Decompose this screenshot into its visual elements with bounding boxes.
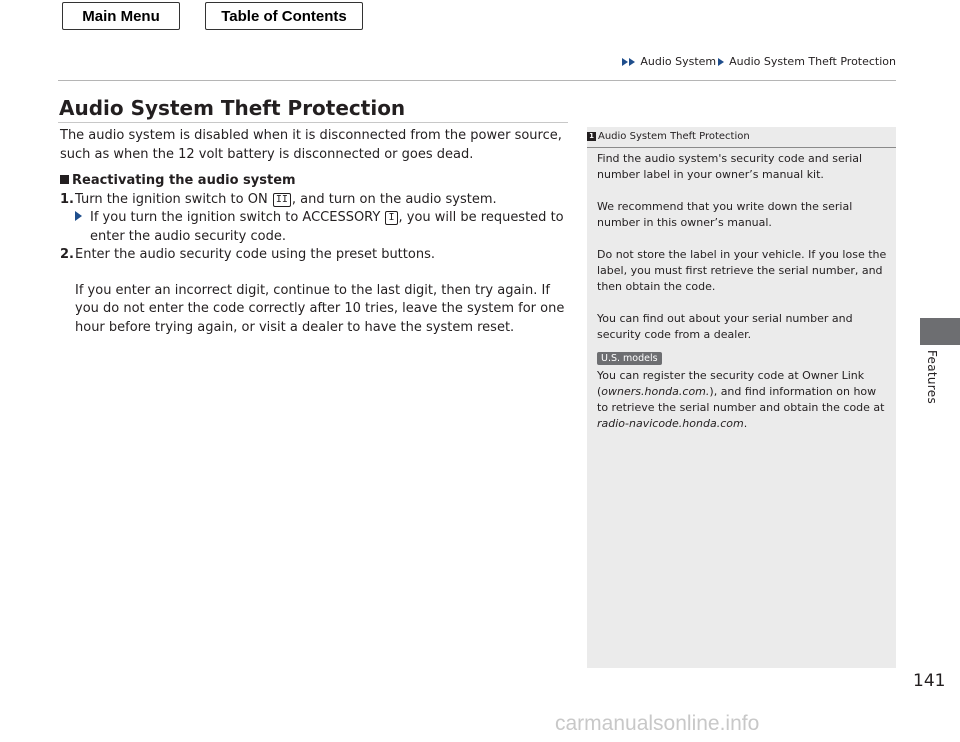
ignition-key-icon: I [385,211,397,225]
arrow-icon [75,211,82,221]
subheading: Reactivating the audio system [60,172,575,191]
region-badge: U.S. models [597,352,662,365]
sidebar-note [587,127,896,668]
step-1-note: If you turn the ignition switch to ACCESSORY I , you will be requested to enter the audio security code. [60,209,575,246]
sidebar-paragraph: Do not store the label in your vehicle. If you lose the label, you must first retrieve the serial number, and then obtain the code. [597,248,887,293]
intro-paragraph: The audio system is disabled when it is disconnected from the power source, such as when the 12 volt battery is disconnected or goes dead. [60,128,562,162]
step-2-note: If you enter an incorrect digit, continue to the last digit, then try again. If you do not enter the code correctly after 10 tries, leave the system for one hour before trying again, or visit a dealer to have the system reset. [75,282,565,335]
section-tab[interactable] [920,318,960,345]
title-divider [58,122,568,123]
radio-code-link[interactable]: radio-navicode.honda.com [597,417,744,430]
table-of-contents-button[interactable]: Table of Contents [205,2,363,30]
arrow-icon [718,58,724,66]
step-2: 2.Enter the audio security code using the preset buttons. [60,247,435,262]
main-content [60,127,575,337]
header-divider [58,80,896,81]
main-menu-button[interactable]: Main Menu [62,2,180,30]
arrow-icon [629,58,635,66]
step-1: 1.Turn the ignition switch to ON II , and turn on the audio system. [60,191,497,207]
square-bullet-icon [60,175,69,184]
sidebar-paragraph: We recommend that you write down the serial number in this owner’s manual. [597,200,853,229]
breadcrumb [622,55,896,68]
page-title: Audio System Theft Protection [59,96,406,120]
sidebar-paragraph: You can find out about your serial number and security code from a dealer. [597,312,853,341]
watermark: carmanualsonline.info [555,712,760,735]
section-label: Features [925,350,939,404]
page-number: 141 [913,671,946,691]
breadcrumb-section[interactable]: Audio System [640,55,717,68]
ignition-key-icon: II [273,193,291,207]
sidebar-paragraph: Find the audio system's security code and serial number label in your owner’s manual kit. [597,152,863,181]
sidebar-paragraph: You can register the security code at Owner Link (owners.honda.com.), and find information on how to retrieve the serial number and obtain the code at radio-navicode.honda.com. [597,369,885,430]
sidebar-divider [587,147,896,148]
owner-link[interactable]: owners.honda.com. [601,385,710,398]
sidebar-heading: 1 Audio System Theft Protection [587,131,896,142]
reference-icon: 1 [587,132,596,141]
breadcrumb-page: Audio System Theft Protection [729,55,896,68]
arrow-icon [622,58,628,66]
